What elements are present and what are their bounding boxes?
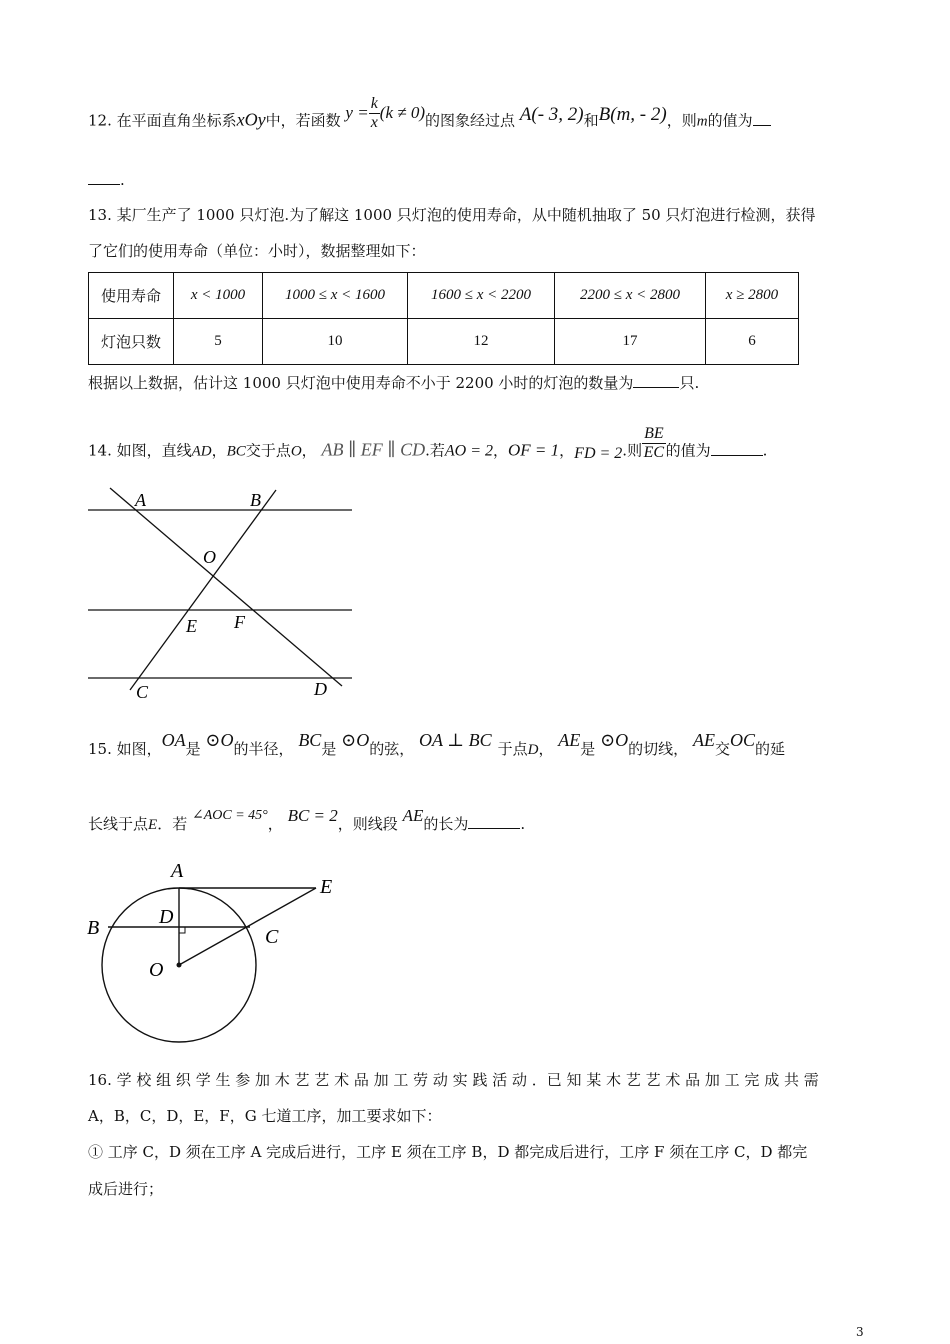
table-count-cell: 10	[263, 319, 408, 365]
circle-o-symbol: ⊙O	[205, 730, 234, 750]
q16-line3: ① 工序 C，D 须在工序 A 完成后进行，工序 E 须在工序 B，D 都完成后进行，工序 F 须在工序 C，D 都完	[88, 1143, 808, 1161]
q12-point-b: B(m, - 2)	[598, 103, 667, 125]
table-count-cell: 12	[408, 319, 555, 365]
table-count-cell: 5	[174, 319, 263, 365]
lifespan-table	[88, 272, 799, 365]
table-range-cell: 1000 ≤ x < 1600	[263, 273, 408, 319]
label-a: A	[135, 490, 146, 510]
label-a: A	[171, 860, 184, 882]
label-c: C	[136, 682, 149, 702]
q12-point-a: A(- 3, 2)	[519, 103, 584, 125]
table-range-cell: x ≥ 2800	[706, 273, 799, 319]
q12-answer-blank-b	[88, 170, 120, 185]
q15-figure	[80, 855, 350, 1050]
q16-line1: 16. 学 校 组 织 学 生 参 加 木 艺 艺 术 品 加 工 劳 动 实 践 活 动 ．已 知 某 木 艺 艺 术 品 加 工 完 成 共 需	[88, 1071, 819, 1089]
center-dot	[177, 963, 182, 968]
q14-figure	[80, 480, 370, 705]
q12-func-y: y =	[345, 102, 369, 122]
q12-xoy: xOy	[236, 109, 266, 130]
q12-line1: 12. 在平面直角坐标系xOy中，若函数 y = $\frac{k}{x}$ (k ≠ 0)的图象经过点 A(- 3, 2)和B(m, - 2)，则m的值为	[88, 103, 771, 140]
circle-o-symbol: ⊙O	[341, 730, 370, 750]
label-o: O	[203, 547, 216, 567]
table-range-cell: x < 1000	[174, 273, 263, 319]
label-c: C	[265, 926, 279, 948]
table-count-label: 灯泡只数	[89, 319, 174, 365]
q13-answer-blank	[633, 373, 679, 388]
table-count-cell: 6	[706, 319, 799, 365]
label-e: E	[320, 876, 333, 898]
q12-line2: .	[88, 170, 125, 190]
label-d: D	[159, 906, 174, 928]
q13-line3: 根据以上数据，估计这 1000 只灯泡中使用寿命不小于 2200 小时的灯泡的数量为 只.	[88, 374, 700, 392]
q14-fraction: $\frac{BE}{EC}$	[643, 425, 665, 461]
page-number: 3	[856, 1325, 864, 1339]
q13-line1: 13. 某厂生产了 1000 只灯泡.为了解这 1000 只灯泡的使用寿命，从中随机抽取了 50 只灯泡进行检测，获得	[88, 206, 816, 224]
table-range-cell: 2200 ≤ x < 2800	[555, 273, 706, 319]
q14-parallel: AB ∥ EF ∥ CD	[321, 439, 426, 460]
q16-line4: 成后进行；	[88, 1180, 164, 1198]
q12-answer-blank-a	[753, 111, 771, 126]
label-b: B	[250, 490, 261, 510]
q15-answer-blank	[468, 814, 520, 829]
q14-answer-blank	[711, 441, 763, 456]
q14-line1: 14. 如图，直线AD，BC交于点O， AB ∥ EF ∥ CD.若AO = 2，OF = 1，FD = 2.则 $\frac{BE}{EC}$ 的值为 .	[88, 425, 768, 462]
table-range-cell: 1600 ≤ x < 2200	[408, 273, 555, 319]
label-f: F	[234, 612, 245, 632]
right-angle-mark	[179, 927, 185, 933]
label-d: D	[314, 679, 327, 699]
table-row	[89, 319, 799, 365]
table-count-cell: 17	[555, 319, 706, 365]
table-header-label: 使用寿命	[89, 273, 174, 319]
table-row	[89, 273, 799, 319]
q13-line2: 了它们的使用寿命（单位：小时），数据整理如下：	[88, 242, 426, 260]
q12-func-frac: $\frac{k}{x}$	[370, 95, 378, 131]
label-e: E	[186, 616, 197, 636]
q15-line2: 长线于点E．若 ∠AOC = 45°， BC = 2，则线段 AE的长为 .	[88, 806, 526, 833]
label-b: B	[87, 917, 100, 939]
label-o: O	[149, 959, 164, 981]
line-bc	[130, 490, 276, 690]
q15-line1: 15. 如图，OA是 ⊙O的半径， BC是 ⊙O的弦， OA ⊥ BC 于点D， AE是 ⊙O的切线， AE交OC的延	[88, 730, 786, 758]
q16-line2: A，B，C，D，E，F，G 七道工序，加工要求如下：	[88, 1107, 442, 1125]
q12-func-cond: (k ≠ 0)	[379, 102, 425, 122]
line-ad	[110, 488, 342, 686]
circle-o-symbol: ⊙O	[600, 730, 629, 750]
